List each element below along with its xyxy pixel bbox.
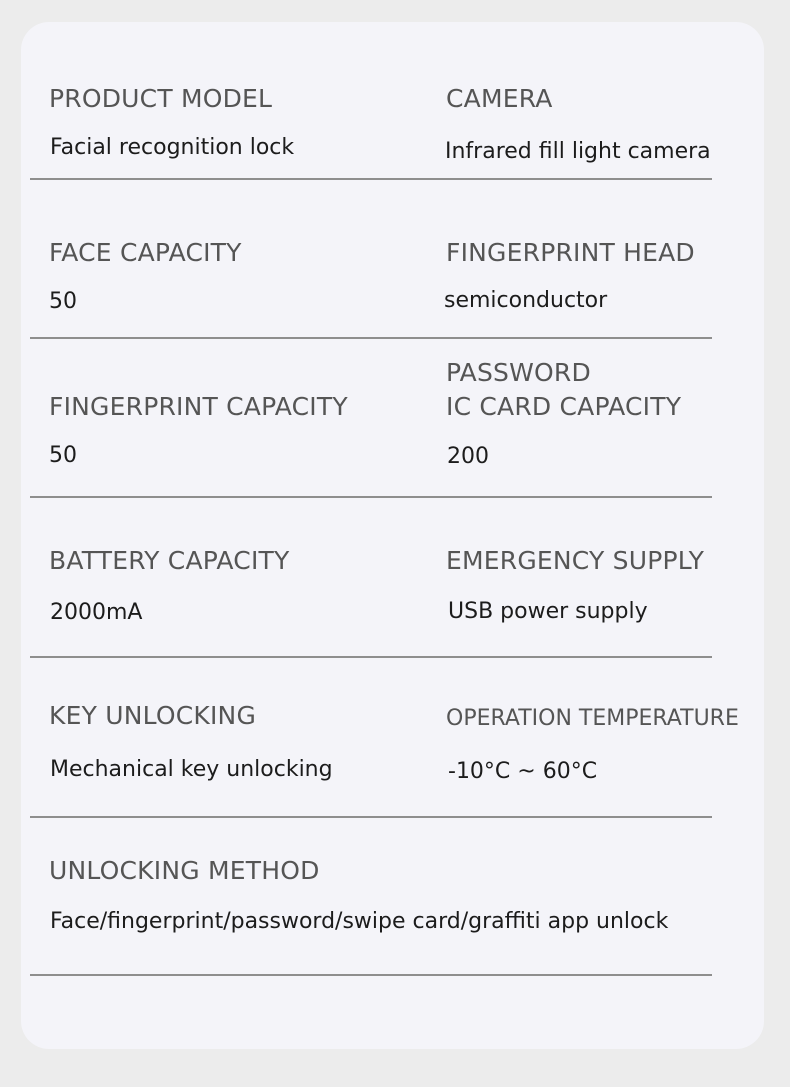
spec-value-fingerprint-head: semiconductor bbox=[444, 288, 608, 313]
row-divider bbox=[30, 496, 712, 498]
spec-value-operation-temperature: -10°C ~ 60°C bbox=[448, 759, 598, 784]
spec-label-face-capacity: FACE CAPACITY bbox=[49, 238, 242, 267]
spec-value-battery-capacity: 2000mA bbox=[50, 600, 143, 625]
row-divider bbox=[30, 656, 712, 658]
spec-label-key-unlocking: KEY UNLOCKING bbox=[49, 701, 257, 730]
spec-value-camera: Infrared fill light camera bbox=[445, 139, 711, 164]
spec-label-fingerprint-capacity: FINGERPRINT CAPACITY bbox=[49, 392, 348, 421]
spec-label-camera: CAMERA bbox=[446, 84, 553, 113]
spec-value-emergency-supply: USB power supply bbox=[448, 599, 648, 624]
spec-label-fingerprint-head: FINGERPRINT HEAD bbox=[446, 238, 695, 267]
spec-value-key-unlocking: Mechanical key unlocking bbox=[50, 757, 333, 782]
spec-label-product-model: PRODUCT MODEL bbox=[49, 84, 273, 113]
row-divider bbox=[30, 178, 712, 180]
spec-label-emergency-supply: EMERGENCY SUPPLY bbox=[446, 546, 705, 575]
spec-label-battery-capacity: BATTERY CAPACITY bbox=[49, 546, 290, 575]
spec-value-unlocking-method: Face/fingerprint/password/swipe card/graffiti app unlock bbox=[50, 909, 669, 934]
spec-value-password-ic-card: 200 bbox=[447, 444, 489, 469]
row-divider bbox=[30, 816, 712, 818]
spec-label-unlocking-method: UNLOCKING METHOD bbox=[49, 856, 320, 885]
spec-value-face-capacity: 50 bbox=[49, 289, 77, 314]
spec-card bbox=[21, 22, 764, 1049]
spec-label-operation-temperature: OPERATION TEMPERATURE bbox=[446, 706, 739, 731]
spec-label-ic-card-capacity: IC CARD CAPACITY bbox=[446, 392, 682, 421]
spec-label-password: PASSWORD bbox=[446, 358, 591, 387]
row-divider bbox=[30, 337, 712, 339]
spec-value-fingerprint-capacity: 50 bbox=[49, 443, 77, 468]
spec-value-product-model: Facial recognition lock bbox=[50, 135, 295, 160]
row-divider bbox=[30, 974, 712, 976]
